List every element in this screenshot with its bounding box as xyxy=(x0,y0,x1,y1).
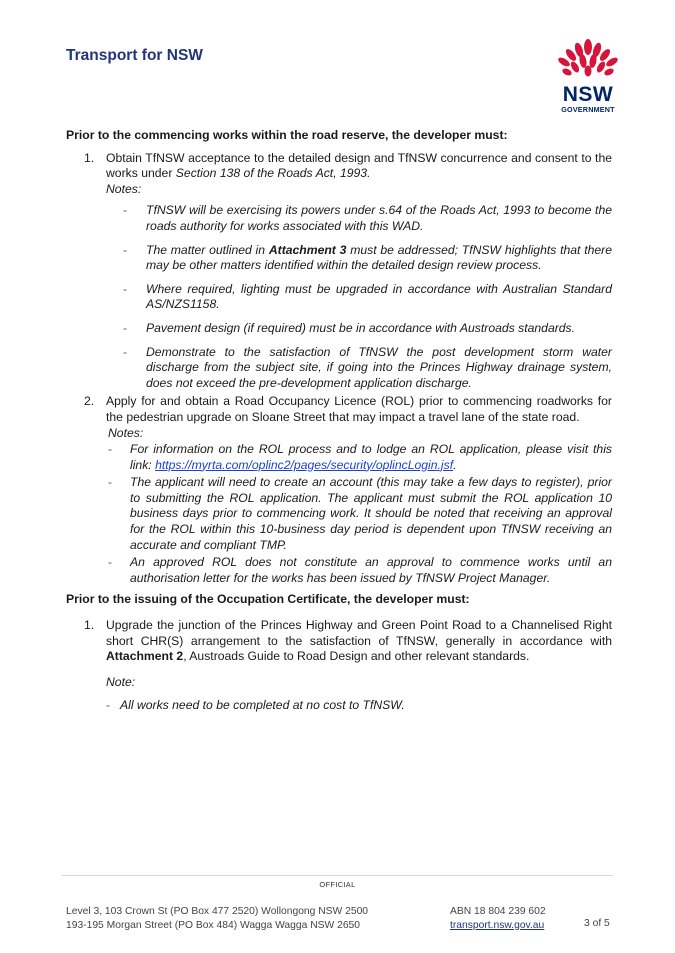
list-item: - For information on the ROL process and to lodge an ROL application, please visit this link: https://myrta.com/oplinc2/pages/security/oplincLogin.jsf. xyxy=(108,442,612,472)
document-body xyxy=(66,128,612,716)
list-item: - An approved ROL does not constitute an approval to commence works until an authorisation letter for the works has been issued by TfNSW Project Manager. xyxy=(108,555,612,585)
footer-divider xyxy=(62,875,613,876)
item-text-end: , Austroads Guide to Road Design and other relevant standards. xyxy=(183,649,530,664)
abn: ABN 18 804 239 602 xyxy=(450,906,546,917)
condition-item-1-occupation xyxy=(66,618,612,714)
list-item: - The applicant will need to create an account (this may take a few days to register), prior to submitting the ROL application. The applicant must submit the ROL application 10 business days prior to commencing work. It should be noted that receiving an approval for the ROL within this 10-business day period is dependent upon TfNSW receiving an accurate and compliant TMP. xyxy=(108,475,612,552)
nsw-government-logo xyxy=(553,38,623,114)
rol-application-link[interactable]: https://myrta.com/oplinc2/pages/security/oplincLogin.jsf xyxy=(155,457,454,472)
waratah-icon xyxy=(553,38,623,78)
header-title: Transport for NSW xyxy=(66,47,203,64)
item-text: Upgrade the junction of the Princes Highway and Green Point Road to a Channelised Right short CHR(S) arrangement to the satisfaction of TfNSW, generally in accordance with xyxy=(106,618,612,648)
footer-addresses xyxy=(66,905,368,932)
item-number: 1. xyxy=(84,618,95,633)
item-number: 2. xyxy=(84,394,95,409)
note-label: Note: xyxy=(106,674,136,689)
list-item: - Pavement design (if required) must be in accordance with Austroads standards. xyxy=(123,320,576,335)
condition-item-1 xyxy=(66,151,612,392)
notes-list xyxy=(106,203,612,391)
page-number: 3 of 5 xyxy=(584,918,610,929)
list-item: - Where required, lighting must be upgraded in accordance with Australian Standard AS/NZS1158. xyxy=(123,281,612,312)
section-heading-road-reserve: Prior to the commencing works within the road reserve, the developer must: xyxy=(66,128,508,142)
attachment-3-ref: Attachment 3 xyxy=(268,242,347,257)
attachment-2-ref: Attachment 2 xyxy=(106,649,184,664)
notes-label: Notes: xyxy=(106,181,142,196)
address-wagga: 193-195 Morgan Street (PO Box 484) Wagga Wagga NSW 2650 xyxy=(66,919,360,931)
note-list xyxy=(106,698,612,714)
notes-list xyxy=(106,442,612,586)
website-link[interactable]: transport.nsw.gov.au xyxy=(450,919,545,931)
logo-nsw-text: NSW xyxy=(562,83,614,106)
item-text: Obtain TfNSW acceptance to the detailed design and TfNSW concurrence and consent to the works under xyxy=(106,150,612,181)
notes-label: Notes: xyxy=(108,425,144,440)
official-marking: OFFICIAL xyxy=(319,880,356,889)
section-heading-occupation-certificate: Prior to the issuing of the Occupation Certificate, the developer must: xyxy=(66,592,470,607)
list-item: - The matter outlined in Attachment 3 must be addressed; TfNSW highlights that there may be other matters identified within the detailed design review process. xyxy=(123,242,612,273)
item-text-italic: Section 138 of the Roads Act, 1993. xyxy=(175,166,371,181)
item-text: Apply for and obtain a Road Occupancy Licence (ROL) prior to commencing roadworks for the pedestrian upgrade on Sloane Street that may impact a travel lane of the state road. xyxy=(106,394,612,424)
list-item: - All works need to be completed at no cost to TfNSW. xyxy=(106,698,405,713)
condition-item-2 xyxy=(66,394,612,586)
list-item: - Demonstrate to the satisfaction of TfNSW the post development storm water discharge from the subject site, if going into the Princes Highway drainage system, does not exceed the pre-development application discharge. xyxy=(123,344,612,390)
list-item: - TfNSW will be exercising its powers under s.64 of the Roads Act, 1993 to become the roads authority for works associated with this WAD. xyxy=(123,203,612,233)
address-wollongong: Level 3, 103 Crown St (PO Box 477 2520) Wollongong NSW 2500 xyxy=(66,906,369,917)
logo-government-text: GOVERNMENT xyxy=(561,105,615,114)
item-number: 1. xyxy=(84,150,95,165)
footer-contact xyxy=(450,905,546,932)
